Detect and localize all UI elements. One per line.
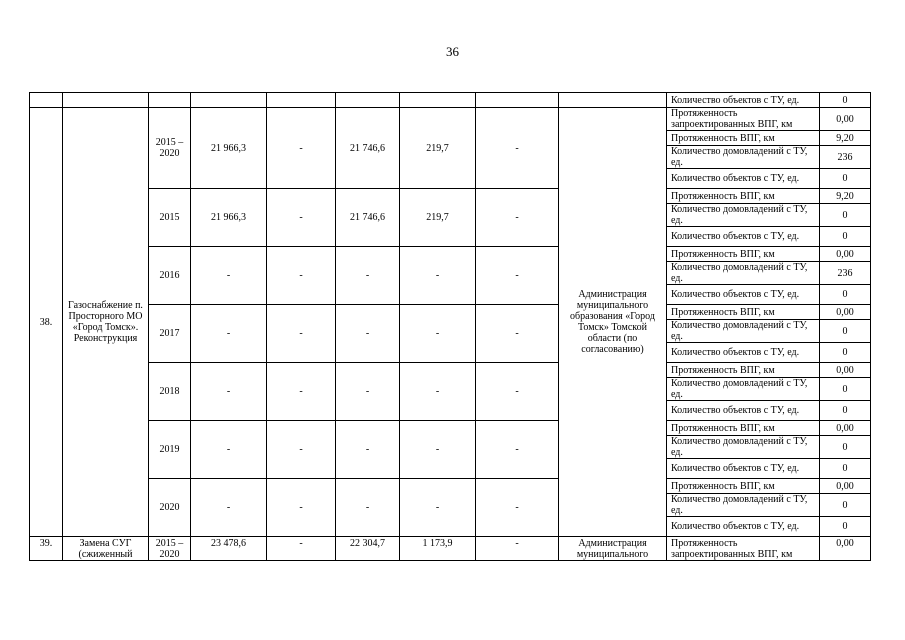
cell-empty [149,93,191,108]
funding-cell: - [267,108,336,189]
cell-empty [30,93,63,108]
funding-cell: - [476,479,559,537]
funding-cell: - [476,189,559,247]
indicator-row [30,305,871,320]
indicator-label: Количество объектов с ТУ, ед. [667,517,820,537]
indicator-value: 0,00 [820,479,871,494]
indicator-value: 0 [820,401,871,421]
funding-cell: - [400,479,476,537]
funding-cell: - [267,247,336,305]
total-cell: 23 478,6 [191,537,267,561]
cell-empty [476,93,559,108]
period-cell: 2015 [149,189,191,247]
page-number: 36 [446,44,459,59]
funding-cell: 22 304,7 [336,537,400,561]
funding-cell: - [400,421,476,479]
indicator-label: Количество домовладений с ТУ, ед. [667,378,820,401]
total-cell: - [191,363,267,421]
funding-cell: - [400,247,476,305]
period-cell: 2015 – 2020 [149,108,191,189]
funding-cell: - [476,537,559,561]
indicator-value: 0,00 [820,247,871,262]
indicator-value: 236 [820,262,871,285]
item39-row [30,537,871,561]
indicator-value: 0,00 [820,363,871,378]
indicator-label: Протяженность ВПГ, км [667,189,820,204]
indicator-value: 0,00 [820,108,871,131]
indicator-label: Количество объектов с ТУ, ед. [667,401,820,421]
indicator-label: Количество домовладений с ТУ, ед. [667,146,820,169]
funding-cell: - [267,305,336,363]
indicator-label: Протяженность ВПГ, км [667,363,820,378]
cell-empty [63,93,149,108]
funding-cell: 219,7 [400,189,476,247]
item-name: Газоснабжение п. Просторного МО «Город Томск». Реконструкция [63,108,149,537]
funding-cell: 21 746,6 [336,189,400,247]
indicator-value: 0 [820,204,871,227]
indicator-label: Протяженность запроектированных ВПГ, км [667,108,820,131]
indicator-value: 0,00 [820,537,871,561]
indicator-label: Количество объектов с ТУ, ед. [667,227,820,247]
indicator-label: Количество объектов с ТУ, ед. [667,93,820,108]
period-cell: 2015 – 2020 [149,537,191,561]
indicator-value: 0 [820,169,871,189]
indicator-label: Количество домовладений с ТУ, ед. [667,204,820,227]
indicator-value: 0 [820,459,871,479]
indicator-label: Количество домовладений с ТУ, ед. [667,494,820,517]
indicator-label: Протяженность запроектированных ВПГ, км [667,537,820,561]
cell-empty [400,93,476,108]
indicator-label: Количество объектов с ТУ, ед. [667,169,820,189]
indicator-value: 0 [820,517,871,537]
total-cell: - [191,479,267,537]
cell-empty [336,93,400,108]
indicator-value: 0 [820,378,871,401]
funding-cell: 21 746,6 [336,108,400,189]
indicator-label: Протяженность ВПГ, км [667,305,820,320]
indicator-label: Количество объектов с ТУ, ед. [667,285,820,305]
period-cell: 2019 [149,421,191,479]
indicator-value: 0,00 [820,305,871,320]
indicator-value: 9,20 [820,131,871,146]
period-cell: 2020 [149,479,191,537]
cell-empty [267,93,336,108]
funding-cell: - [336,247,400,305]
indicator-row [30,189,871,204]
funding-cell: - [476,247,559,305]
carry-over-row [30,93,871,108]
funding-cell: - [336,363,400,421]
funding-cell: - [336,421,400,479]
indicator-label: Протяженность ВПГ, км [667,131,820,146]
funding-cell: - [267,537,336,561]
funding-cell: - [476,108,559,189]
indicator-value: 0 [820,285,871,305]
indicator-label: Количество домовладений с ТУ, ед. [667,436,820,459]
indicator-label: Количество объектов с ТУ, ед. [667,343,820,363]
item-number: 39. [30,537,63,561]
indicator-label: Протяженность ВПГ, км [667,479,820,494]
indicator-value: 0,00 [820,421,871,436]
indicator-value: 0 [820,93,871,108]
executor-cell: Администрация муниципального образования «Город Томск» Томской области (по согласованию) [559,108,667,537]
funding-cell: - [336,305,400,363]
funding-cell: - [267,479,336,537]
cell-empty [191,93,267,108]
funding-cell: - [267,189,336,247]
indicator-label: Количество домовладений с ТУ, ед. [667,320,820,343]
funding-cell: - [476,421,559,479]
indicator-value: 0 [820,494,871,517]
indicator-row [30,247,871,262]
funding-cell: - [336,479,400,537]
item-name: Замена СУГ (сжиженный [63,537,149,561]
funding-cell: 1 173,9 [400,537,476,561]
indicator-value: 9,20 [820,189,871,204]
funding-cell: - [400,305,476,363]
cell-empty [559,93,667,108]
total-cell: 21 966,3 [191,189,267,247]
indicator-row [30,479,871,494]
indicator-value: 0 [820,436,871,459]
period-cell: 2017 [149,305,191,363]
indicator-label: Протяженность ВПГ, км [667,421,820,436]
period-cell: 2018 [149,363,191,421]
funding-cell: - [267,363,336,421]
table-body [30,93,871,561]
total-cell: - [191,421,267,479]
indicator-label: Протяженность ВПГ, км [667,247,820,262]
total-cell: 21 966,3 [191,108,267,189]
indicator-value: 0 [820,227,871,247]
indicator-value: 0 [820,343,871,363]
total-cell: - [191,305,267,363]
indicator-row [30,108,871,131]
indicator-value: 236 [820,146,871,169]
indicator-label: Количество объектов с ТУ, ед. [667,459,820,479]
program-table [29,92,871,561]
funding-cell: - [476,363,559,421]
funding-cell: - [400,363,476,421]
executor-cell: Администрация муниципального [559,537,667,561]
indicator-row [30,421,871,436]
indicator-value: 0 [820,320,871,343]
total-cell: - [191,247,267,305]
item-number: 38. [30,108,63,537]
period-cell: 2016 [149,247,191,305]
funding-cell: - [267,421,336,479]
funding-cell: - [476,305,559,363]
funding-cell: 219,7 [400,108,476,189]
indicator-row [30,363,871,378]
indicator-label: Количество домовладений с ТУ, ед. [667,262,820,285]
